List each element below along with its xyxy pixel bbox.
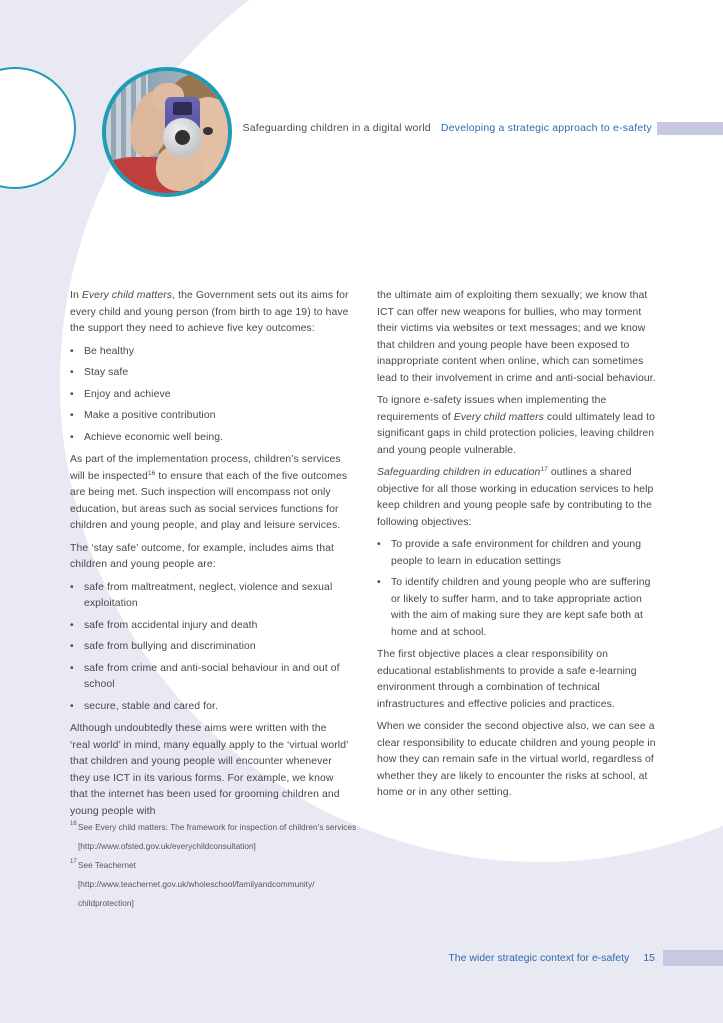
text-segment: Every child matters: [81, 290, 173, 301]
header-bar-decoration: [657, 122, 723, 135]
page-footer: [448, 951, 655, 966]
text-segment: Safeguarding children in education: [377, 467, 541, 478]
bullet-list: [70, 580, 349, 716]
bullet-text: [84, 639, 349, 656]
text-segment: the ultimate aim of exploiting them sexually; we know that ICT can offer new weapons for bullies, who may torment their victims via websites or text messages; and we know that children and young people have been exposed to inappropriate content when online, which can sometimes lead to their involvement in crime and anti-social behaviour.: [377, 290, 656, 384]
bullet-text: [84, 408, 349, 425]
bullet-item: [70, 344, 349, 361]
paragraph: [377, 393, 656, 459]
footnote: [70, 856, 392, 913]
bullet-text: [84, 365, 349, 382]
bullet-marker: •: [70, 410, 74, 421]
footer-section-title: The wider strategic context for e-safety: [448, 952, 630, 964]
bullet-text: [84, 661, 349, 694]
right-column: [377, 288, 656, 808]
bullet-list: [377, 537, 656, 641]
footnote: [70, 818, 392, 856]
text-segment: safe from maltreatment, neglect, violence and sexual exploitation: [84, 581, 333, 609]
footnote-reference: 17: [540, 466, 548, 473]
text-segment: , the Government sets out its aims for every child and young person (from birth to age 19) to have the support they need to achieve five key outcomes:: [70, 290, 349, 334]
text-segment: Achieve economic well being.: [84, 431, 224, 443]
footnote-number: 17: [70, 859, 77, 865]
bullet-item: [70, 699, 349, 716]
footnote-number: 16: [70, 821, 77, 827]
bullet-text: [84, 344, 349, 361]
paragraph: [377, 647, 656, 713]
bullet-list: [70, 344, 349, 447]
photo-camera-lens-center: [175, 130, 190, 145]
text-segment: safe from crime and anti-social behaviour in and out of school: [84, 662, 340, 690]
paragraph: [377, 288, 656, 387]
paragraph: [377, 465, 656, 531]
text-segment: To provide a safe environment for children and young people to learn in education settings: [391, 539, 642, 567]
text-segment: Be healthy: [84, 345, 135, 357]
paragraph: [377, 719, 656, 802]
footnote-line: [http://www.ofsted.gov.uk/everychildconsultation]: [78, 841, 256, 851]
footnote-reference: 16: [147, 469, 156, 477]
child-camera-photo: [102, 67, 232, 197]
text-segment: The first objective places a clear responsibility on educational establishments to provide a safe e-learning environment through a combination of technical infrastructures and effective policies and practices.: [377, 649, 637, 710]
bullet-item: [70, 387, 349, 404]
bullet-item: [377, 537, 656, 570]
bullet-marker: •: [70, 388, 74, 400]
photo-camera-screen: [173, 102, 192, 115]
bullet-text: [84, 387, 349, 404]
text-segment: Every child matters: [453, 411, 544, 423]
page-header: [242, 121, 652, 135]
paragraph: [70, 721, 349, 820]
bullet-text: [84, 430, 349, 447]
bullet-marker: •: [377, 539, 381, 550]
bullet-text: [391, 537, 656, 570]
bullet-item: [70, 618, 349, 635]
text-segment: The ‘stay safe’ outcome, for example, includes aims that children and young people are:: [70, 542, 334, 570]
bullet-marker: •: [70, 431, 74, 443]
photo-child-eye: [203, 127, 213, 135]
paragraph: [70, 288, 349, 338]
text-segment: When we consider the second objective also, we can see a clear responsibility to educate children and young people in how they can remain safe in the virtual world, regardless of whether they are likely to encounter the risks at school, at home or in any other setting.: [377, 721, 656, 798]
text-segment: Stay safe: [84, 367, 129, 378]
text-segment: safe from bullying and discrimination: [84, 641, 256, 652]
bullet-item: [70, 430, 349, 447]
text-segment: outlines a shared objective for all those working in education services to help keep children and young people safe by contributing to the following objectives:: [377, 467, 654, 528]
text-segment: to ensure that each of the five outcomes are being met. Such inspection will encompass not only education, but areas such as social services functions for children and young people, and play and leisure services.: [70, 470, 348, 531]
bullet-text: [84, 618, 349, 635]
footnote-line: See Every child matters: The framework for inspection of children’s services: [78, 822, 357, 832]
bullet-marker: •: [377, 577, 381, 588]
footnote-line: childprotection]: [78, 898, 134, 908]
bullet-item: [70, 639, 349, 656]
header-book-title: Safeguarding children in a digital world: [242, 122, 431, 134]
bullet-text: [84, 580, 349, 613]
header-chapter-title: Developing a strategic approach to e-safety: [440, 122, 652, 134]
bullet-text: [84, 699, 349, 716]
text-segment: Make a positive contribution: [84, 410, 216, 421]
text-segment: In: [70, 290, 82, 301]
bullet-marker: •: [70, 581, 74, 593]
ring-circle-decoration: [0, 67, 76, 189]
text-segment: Although undoubtedly these aims were written with the ‘real world’ in mind, many equally apply to the ‘virtual world’ that children and young people will encounter whenever they use ICT in its various forms. For example, we know that the internet has been used for grooming children and young people with: [70, 723, 349, 817]
bullet-marker: •: [70, 700, 74, 712]
footer-bar-decoration: [663, 950, 723, 966]
bullet-item: [70, 661, 349, 694]
bullet-item: [70, 365, 349, 382]
text-segment: To ignore e-safety issues when implementing the requirements of: [377, 395, 607, 423]
bullet-marker: •: [70, 345, 74, 357]
bullet-marker: •: [70, 641, 74, 652]
bullet-marker: •: [70, 662, 74, 674]
text-segment: As part of the implementation process, children’s services will be inspected: [70, 454, 341, 482]
paragraph: [70, 452, 349, 535]
text-segment: could ultimately lead to significant gaps in child protection policies, leaving children and young people vulnerable.: [377, 411, 656, 456]
bullet-item: [70, 408, 349, 425]
text-segment: To identify children and young people who are suffering or likely to suffer harm, and to take appropriate action with the aim of making sure they are kept safe both at home and at school.: [391, 577, 651, 638]
bullet-marker: •: [70, 367, 74, 378]
footnote-line: [http://www.teachernet.gov.uk/wholeschool/familyandcommunity/: [78, 879, 315, 889]
text-segment: secure, stable and cared for.: [84, 700, 219, 712]
bullet-text: [391, 575, 656, 641]
bullet-item: [70, 580, 349, 613]
footnotes: [70, 818, 392, 913]
text-segment: Enjoy and achieve: [84, 388, 171, 400]
bullet-item: [377, 575, 656, 641]
left-column: [70, 288, 349, 826]
footnote-line: See Teachernet: [78, 860, 136, 870]
bullet-marker: •: [70, 619, 74, 631]
page-number: 15: [643, 952, 655, 964]
text-segment: safe from accidental injury and death: [84, 619, 258, 631]
paragraph: [70, 541, 349, 574]
